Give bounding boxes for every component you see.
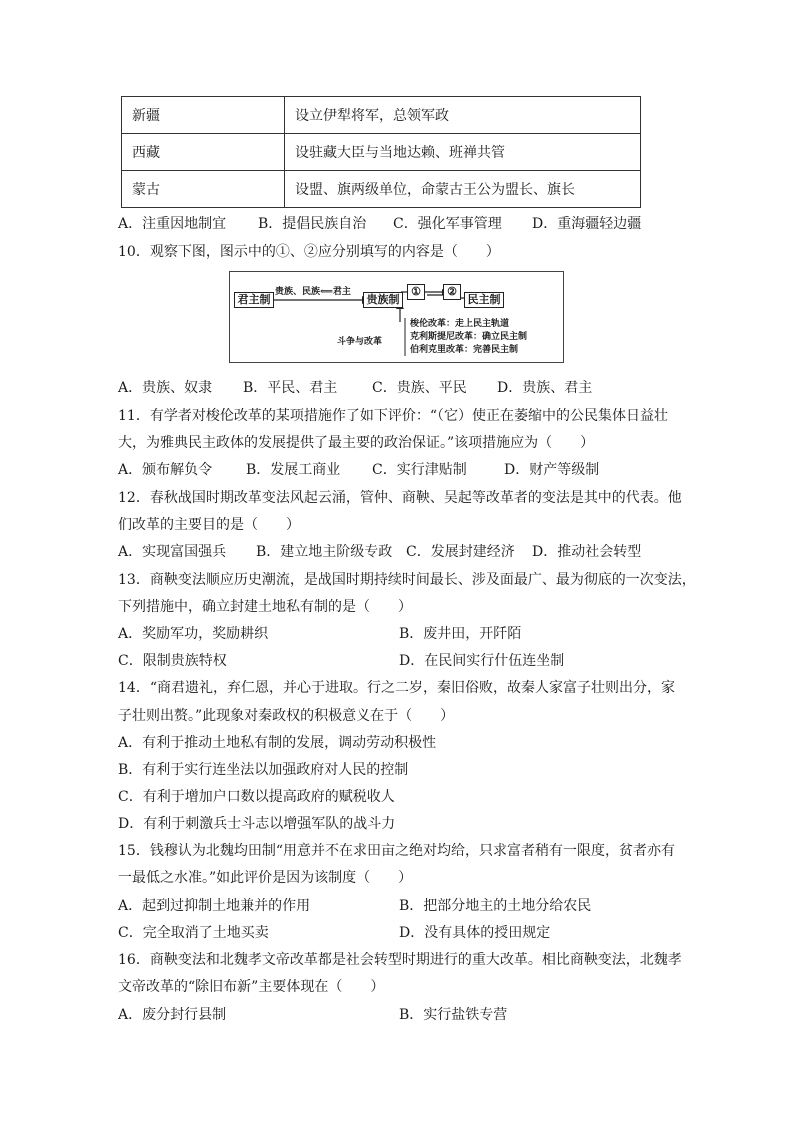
q13-option-b: B．废井田，开阡陌 (399, 626, 522, 642)
q15-option-b: B．把部分地主的土地分给农民 (399, 898, 592, 914)
q10-option-c: C．贵族、平民 (372, 380, 467, 396)
q12-line-2: 们改革的主要目的是（ ） (118, 517, 300, 533)
q10-option-b: B．平民、君主 (243, 380, 338, 396)
q16-line-2: 文帝改革的“除旧布新”主要体现在（ ） (118, 979, 385, 995)
q10-option-a: A．贵族、奴隶 (118, 380, 213, 396)
table-cell-policy: 设立伊犁将军，总领军政 (285, 97, 641, 134)
q11-line-1: 11．有学者对梭伦改革的某项措施作了如下评价：“（它）使正在萎缩中的公民集体日益壮 (118, 408, 668, 424)
q15-option-d: D．没有具体的授田规定 (399, 925, 551, 941)
q14-line-1: 14．“商君遗礼，弃仁恩，并心于进取。行之二岁，秦旧俗败，故秦人家富子壮则出分，家 (118, 680, 675, 696)
q10-stem: 10．观察下图，图示中的①、②应分别填写的内容是（ ） (118, 244, 500, 260)
table-row (122, 97, 641, 134)
q14-option-a: A．有利于推动土地私有制的发展，调动劳动积极性 (118, 735, 437, 751)
q14-line-2: 子壮则出赘。”此现象对秦政权的积极意义在于（ ） (118, 708, 455, 724)
q13-line-1: 13．商鞅变法顺应历史潮流，是战国时期持续时间最长、涉及面最广、最为彻底的一次变法， (118, 572, 696, 588)
table-cell-policy: 设盟、旗两级单位，命蒙古王公为盟长、旗长 (285, 171, 641, 208)
q15-option-a: A．起到过抑制土地兼并的作用 (118, 898, 311, 914)
diagram-box-monarchy: 君主制 (234, 292, 274, 308)
q10-option-d: D．贵族、君主 (497, 380, 593, 396)
q9-option-c: C．强化军事管理 (393, 216, 502, 232)
q9-option-d: D．重海疆轻边疆 (532, 216, 642, 232)
diagram-struggle-label: 斗争与改革 (337, 337, 383, 347)
q11-option-b: B．发展工商业 (246, 462, 341, 478)
table-cell-region: 新疆 (122, 97, 285, 134)
region-policy-table (121, 96, 641, 208)
q13-option-a: A．奖励军功，奖励耕织 (118, 626, 269, 642)
q12-option-c: C．发展封建经济 (406, 544, 515, 560)
q15-line-2: 一最低之水准。”如此评价是因为该制度（ ） (118, 870, 413, 886)
q16-option-a: A．废分封行县制 (118, 1007, 227, 1023)
q12-option-b: B．建立地主阶级专政 (256, 544, 393, 560)
q11-option-c: C．实行津贴制 (372, 462, 467, 478)
q10-diagram (229, 271, 564, 363)
diagram-blank-1: ① (407, 284, 425, 300)
q9-option-b: B．提倡民族自治 (258, 216, 367, 232)
q14-option-b: B．有利于实行连坐法以加强政府对人民的控制 (118, 762, 409, 778)
q13-option-d: D．在民间实行什伍连坐制 (399, 653, 565, 669)
q9-option-a: A．注重因地制宜 (118, 216, 227, 232)
diagram-reform-2: 克利斯提尼改革：确立民主制 (410, 332, 528, 342)
diagram-reform-1: 梭伦改革：走上民主轨道 (410, 319, 510, 329)
q15-line-1: 15．钱穆认为北魏均田制“用意并不在求田亩之绝对均给，只求富者稍有一限度，贫者亦有 (118, 843, 675, 859)
q14-option-d: D．有利于刺激兵士斗志以增强军队的战斗力 (118, 816, 396, 832)
diagram-box-aristocracy: 贵族制 (363, 292, 403, 308)
diagram-blank-2: ② (443, 284, 461, 300)
table-cell-policy: 设驻藏大臣与当地达赖、班禅共管 (285, 134, 641, 171)
q13-line-2: 下列措施中，确立封建土地私有制的是（ ） (118, 599, 412, 615)
table-cell-region: 西藏 (122, 134, 285, 171)
q11-option-a: A．颁布解负令 (118, 462, 213, 478)
q11-line-2: 大，为雅典民主政体的发展提供了最主要的政治保证。”该项措施应为（ ） (118, 435, 595, 451)
q12-option-d: D．推动社会转型 (532, 544, 642, 560)
q14-option-c: C．有利于增加户口数以提高政府的赋税收人 (118, 789, 395, 805)
q12-line-1: 12．春秋战国时期改革变法风起云涌，管仲、商鞅、吴起等改革者的变法是其中的代表。他 (118, 490, 682, 506)
q16-option-b: B．实行盐铁专营 (399, 1007, 508, 1023)
table-row (122, 171, 641, 208)
q11-option-d: D．财产等级制 (504, 462, 600, 478)
table-row (122, 134, 641, 171)
q16-line-1: 16．商鞅变法和北魏孝文帝改革都是社会转型时期进行的重大改革。相比商鞅变法，北魏孝 (118, 952, 682, 968)
q13-option-c: C．限制贵族特权 (118, 653, 227, 669)
table-cell-region: 蒙古 (122, 171, 285, 208)
q15-option-c: C．完全取消了土地买卖 (118, 925, 269, 941)
q12-option-a: A．实现富国强兵 (118, 544, 227, 560)
diagram-box-democracy: 民主制 (464, 292, 504, 308)
diagram-reform-3: 伯利克里改革：完善民主制 (410, 345, 519, 355)
diagram-arrow-label: 贵族、民族⟸君主 (275, 287, 351, 297)
